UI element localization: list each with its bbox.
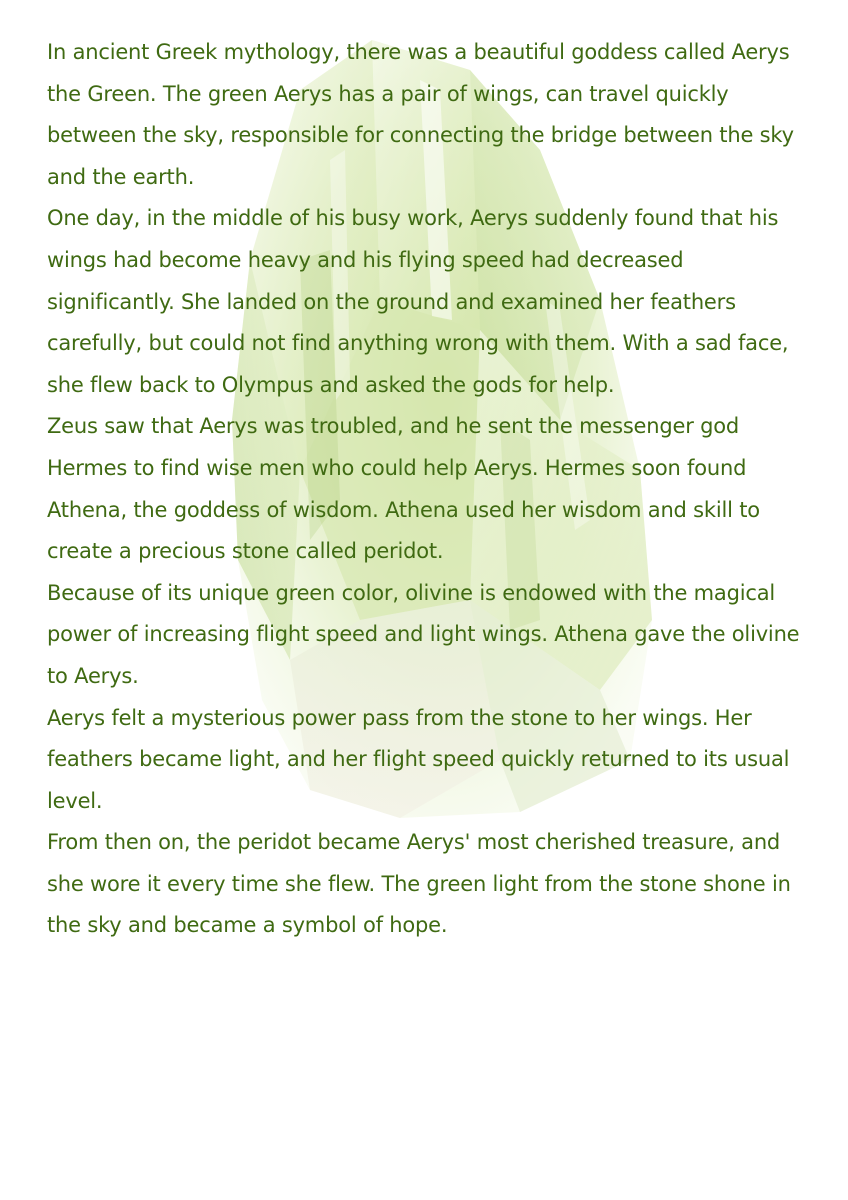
story-paragraph: Aerys felt a mysterious power pass from the stone to her wings. Her feathers became light, and her flight speed quickly returned to its usual level. — [47, 705, 790, 813]
story-text — [47, 32, 817, 947]
story-paragraph: From then on, the peridot became Aerys' most cherished treasure, and she wore it every time she flew. The green light from the stone shone in the sky and became a symbol of hope. — [47, 830, 791, 938]
story-paragraph: In ancient Greek mythology, there was a beautiful goddess called Aerys the Green. The green Aerys has a pair of wings, can travel quickly between the sky, responsible for connecting the bridge between the sky and the earth. — [47, 40, 794, 189]
story-paragraph: One day, in the middle of his busy work, Aerys suddenly found that his wings had become heavy and his flying speed had decreased significantly. She landed on the ground and examined her feathers carefully, but could not find anything wrong with them. With a sad face, she flew back to Olympus and asked the gods for help. — [47, 206, 789, 397]
story-paragraph: Because of its unique green color, olivine is endowed with the magical power of increasing flight speed and light wings. Athena gave the olivine to Aerys. — [47, 580, 800, 688]
story-paragraph: Zeus saw that Aerys was troubled, and he sent the messenger god Hermes to find wise men who could help Aerys. Hermes soon found Athena, the goddess of wisdom. Athena used her wisdom and skill to create a precious stone called peridot. — [47, 414, 760, 564]
